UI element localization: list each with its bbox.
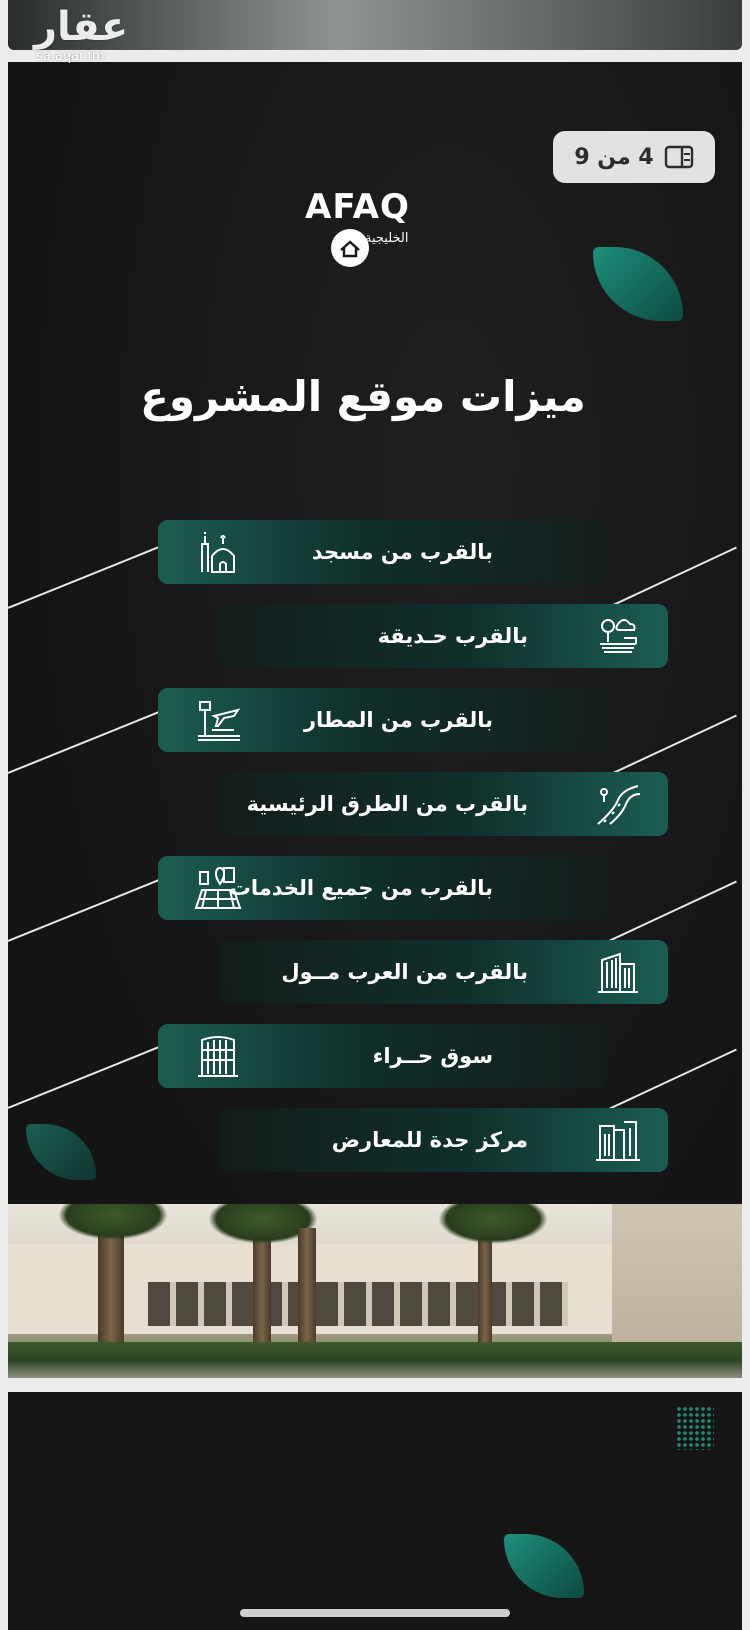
feature-label: بالقرب من جميع الخدمات bbox=[229, 876, 493, 900]
image-counter-text: 4 من 9 bbox=[574, 144, 654, 170]
gallery-icon bbox=[664, 145, 694, 169]
slide-title: ميزات موقع المشروع bbox=[140, 372, 586, 421]
feature-label: بالقرب من المطار bbox=[303, 708, 493, 732]
feature-airport bbox=[158, 688, 608, 752]
key-house-icon bbox=[331, 229, 369, 267]
feature-label: بالقرب من العرب مــول bbox=[281, 960, 528, 984]
services-map-icon bbox=[194, 864, 242, 912]
road-icon bbox=[594, 780, 642, 828]
feature-main-roads bbox=[218, 772, 668, 836]
park-icon bbox=[594, 612, 642, 660]
aqar-watermark bbox=[34, 4, 128, 64]
market-building-icon bbox=[194, 1032, 242, 1080]
feature-label: مركز جدة للمعارض bbox=[331, 1128, 528, 1152]
palm-crown bbox=[438, 1204, 548, 1244]
afaq-logo bbox=[305, 187, 445, 267]
watermark-logo: عقار bbox=[34, 4, 129, 50]
brand-name: AFAQ bbox=[305, 187, 410, 227]
garden-hedge bbox=[8, 1342, 742, 1378]
exhibition-center-icon bbox=[594, 1116, 642, 1164]
feature-label: بالقرب حـديقة bbox=[377, 624, 528, 648]
building-windows bbox=[148, 1282, 568, 1326]
watermark-url: sa.aqar.fm bbox=[36, 49, 105, 64]
mall-building-icon bbox=[594, 948, 642, 996]
project-photo bbox=[8, 1204, 742, 1378]
airport-icon bbox=[194, 696, 242, 744]
mosque-icon bbox=[194, 528, 242, 576]
feature-mosque bbox=[158, 520, 608, 584]
feature-label: سوق حــراء bbox=[372, 1044, 493, 1068]
feature-park bbox=[218, 604, 668, 668]
feature-arab-mall bbox=[218, 940, 668, 1004]
home-indicator[interactable] bbox=[240, 1609, 510, 1617]
brand-subtitle: الخليجية bbox=[365, 231, 409, 246]
image-counter-badge[interactable] bbox=[553, 131, 715, 183]
decorative-leaf-next bbox=[504, 1534, 584, 1598]
listing-image-slide[interactable] bbox=[8, 62, 742, 1378]
feature-label: بالقرب من مسجد bbox=[311, 540, 493, 564]
palm-crown bbox=[58, 1204, 168, 1240]
feature-services bbox=[158, 856, 608, 920]
feature-hira-market bbox=[158, 1024, 608, 1088]
feature-jeddah-exhibition bbox=[218, 1108, 668, 1172]
decorative-dot-grid bbox=[676, 1406, 714, 1450]
next-slide-preview[interactable] bbox=[8, 1392, 742, 1630]
feature-label: بالقرب من الطرق الرئيسية bbox=[246, 792, 528, 816]
